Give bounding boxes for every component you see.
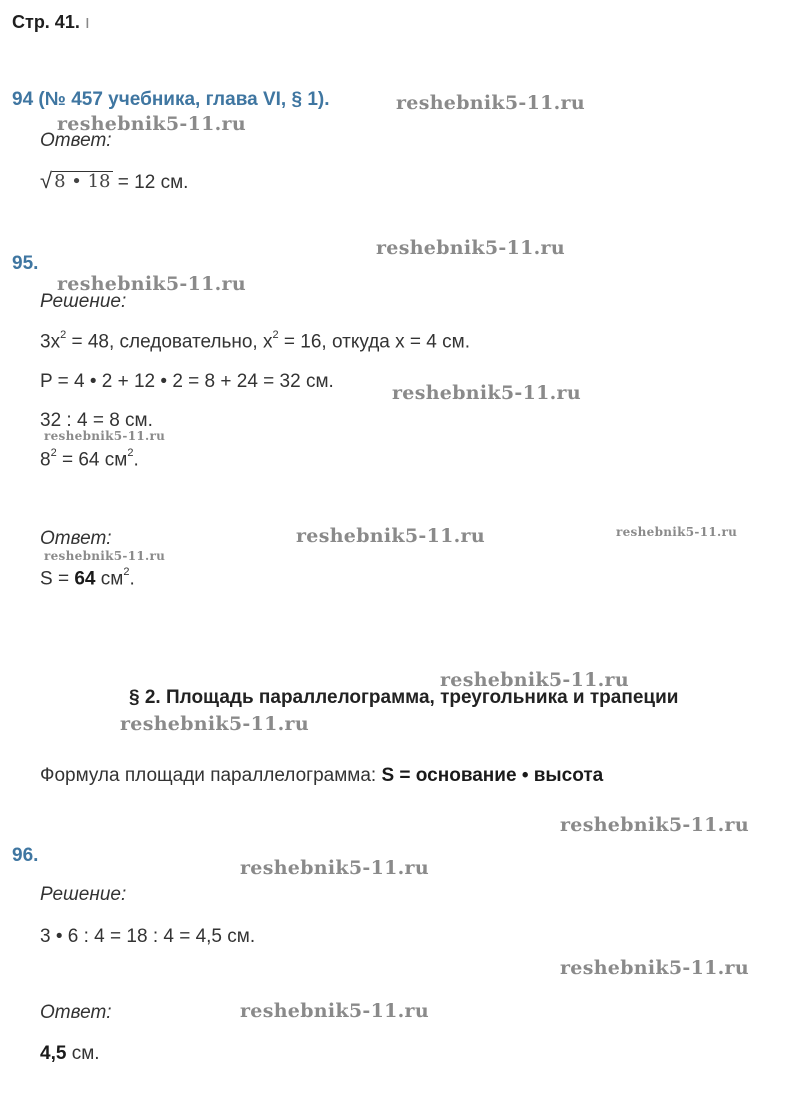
exponent: 2 (123, 566, 130, 578)
watermark: reshebnik5-11.ru (57, 273, 246, 295)
watermark: reshebnik5-11.ru (560, 814, 749, 836)
expr-part: см (95, 568, 124, 590)
answer-value: 4,5 (40, 1043, 67, 1064)
watermark: reshebnik5-11.ru (44, 429, 166, 443)
watermark: reshebnik5-11.ru (296, 525, 485, 547)
watermark: reshebnik5-11.ru (392, 382, 581, 404)
watermark: reshebnik5-11.ru (57, 113, 246, 135)
task-94-title: 94 (№ 457 учебника, глава VI, § 1). (12, 89, 330, 110)
exponent: 2 (127, 447, 134, 459)
task-94-answer-line (40, 170, 188, 194)
task-95-line-3: 32 : 4 = 8 см. (40, 410, 153, 431)
task-96-line-1: 3 • 6 : 4 = 18 : 4 = 4,5 см. (40, 926, 256, 947)
watermark: reshebnik5-11.ru (616, 525, 738, 539)
task-95-line-2: P = 4 • 2 + 12 • 2 = 8 + 24 = 32 см. (40, 371, 334, 392)
square-root-expression (40, 170, 113, 192)
watermark: reshebnik5-11.ru (44, 549, 166, 563)
formula-text: Формула площади параллелограмма: (40, 765, 382, 786)
answer-value: 64 (74, 568, 96, 590)
watermark: reshebnik5-11.ru (560, 957, 749, 979)
expr-part: = 48, следовательно, x (66, 331, 273, 353)
task-94-result: = 12 см. (112, 172, 189, 193)
square-root-icon: √ (40, 168, 53, 193)
expr-part: 3x (40, 331, 61, 353)
exponent: 2 (272, 329, 279, 341)
expr-part: S = (40, 568, 75, 590)
page-label (12, 12, 90, 33)
answer-unit: см. (66, 1043, 100, 1064)
page-mark: ı (84, 12, 90, 32)
task-95-line-4 (40, 449, 139, 471)
task-96-answer-label: Ответ: (40, 1002, 112, 1023)
task-95-line-1 (40, 331, 470, 353)
exponent: 2 (50, 447, 57, 459)
formula-line (40, 765, 603, 787)
radicand: 8 • 18 (54, 171, 111, 193)
task-94-answer-label: Ответ: (40, 130, 112, 151)
page-number: Стр. 41. (12, 12, 80, 32)
formula-bold: S = основание • высота (381, 765, 604, 786)
watermark: reshebnik5-11.ru (440, 669, 629, 691)
expr-part: = 64 см (56, 449, 128, 471)
watermark: reshebnik5-11.ru (240, 1000, 429, 1022)
exponent: 2 (60, 329, 67, 341)
expr-part: . (129, 568, 135, 590)
task-95-title: 95. (12, 253, 39, 274)
expr-part: 8 (40, 449, 51, 471)
watermark: reshebnik5-11.ru (240, 857, 429, 879)
watermark: reshebnik5-11.ru (376, 237, 565, 259)
task-95-answer-label: Ответ: (40, 528, 112, 549)
watermark: reshebnik5-11.ru (120, 713, 309, 735)
task-95-answer (40, 568, 135, 590)
watermark: reshebnik5-11.ru (396, 92, 585, 114)
task-96-title: 96. (12, 845, 39, 866)
section-title: § 2. Площадь параллелограмма, треугольника и трапеции (129, 687, 679, 708)
task-96-solution-label: Решение: (40, 884, 127, 905)
expr-part: . (133, 449, 139, 471)
task-95-solution-label: Решение: (40, 291, 127, 312)
task-96-answer (40, 1043, 100, 1065)
expr-part: = 16, откуда x = 4 см. (278, 331, 470, 353)
